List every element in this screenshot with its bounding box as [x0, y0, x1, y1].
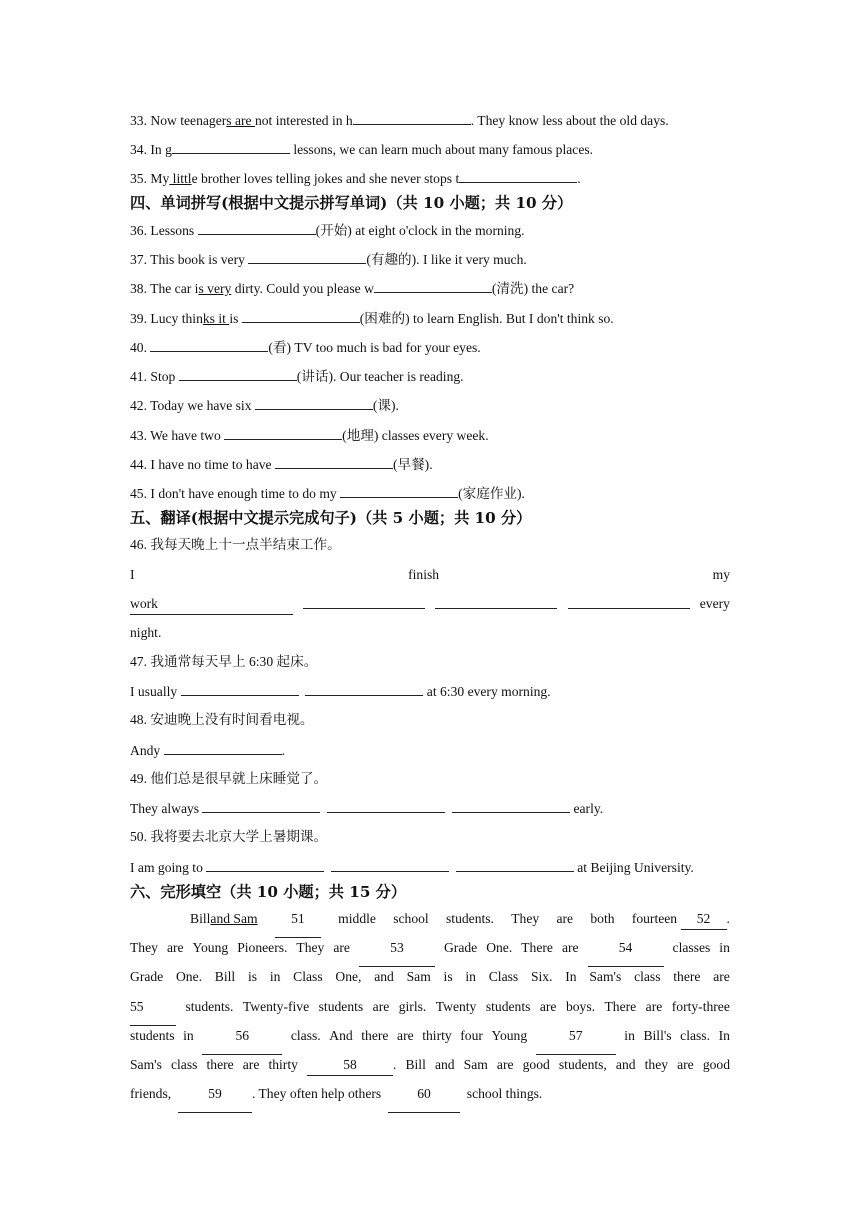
cloze-word: Pioneers. [237, 940, 288, 956]
cloze-word: class [634, 969, 661, 985]
cloze-word: thirty [422, 1027, 452, 1043]
cloze-row [130, 997, 730, 1026]
cloze-gap-59[interactable] [178, 1084, 252, 1113]
q48-answer-line [130, 740, 730, 761]
q45-text-start: 45. I don't have enough time to do my [130, 486, 341, 501]
cloze-word: One, [335, 969, 362, 985]
cloze-word: there [673, 969, 701, 985]
cloze-word: classes [672, 940, 711, 956]
cloze-word: there [206, 1056, 234, 1072]
q40-text-start: 40. [130, 340, 151, 355]
gap-number: 55 [130, 998, 144, 1014]
cloze-word: Twenty-five [242, 998, 310, 1014]
cloze-word: are [713, 969, 730, 985]
q33-underlined: s are [226, 113, 255, 128]
q34-text-start: 34. In g [130, 142, 172, 157]
question-34 [130, 139, 730, 160]
cloze-word: They [511, 911, 540, 926]
q46-word-i: I [130, 567, 135, 582]
question-36 [130, 220, 730, 241]
section-4-heading: 四、单词拼写(根据中文提示拼写单词)（共 10 小题；共 10 分） [130, 194, 573, 212]
q49-chinese: 49. 他们总是很早就上床睡觉了。 [130, 771, 328, 786]
cloze-word: in [183, 1027, 194, 1043]
cloze-word: in [269, 969, 281, 985]
cloze-word: are [166, 940, 184, 956]
cloze-word: in [465, 969, 476, 985]
cloze-word: is [443, 969, 453, 985]
cloze-word [190, 909, 258, 938]
cloze-word-text: Bill [190, 911, 211, 926]
gap-number: 51 [291, 911, 305, 926]
q35-underlined: littl [169, 171, 192, 186]
cloze-word: good [702, 1056, 730, 1072]
cloze-word: students. [185, 998, 234, 1014]
cloze-gap-52[interactable] [681, 909, 727, 930]
cloze-word: are [242, 1056, 260, 1072]
cloze-word: and [434, 1056, 455, 1072]
cloze-word: Bill's [643, 1027, 672, 1043]
q44-blank[interactable] [275, 454, 393, 469]
cloze-word: middle [338, 911, 376, 926]
cloze-word: in [624, 1027, 635, 1043]
cloze-word: boys. [565, 998, 596, 1014]
gap-number: 57 [568, 1027, 583, 1043]
cloze-word: friends, [130, 1086, 172, 1102]
q36-blank[interactable] [198, 220, 316, 235]
cloze-word: Grade [130, 969, 164, 985]
cloze-word: Class [293, 969, 323, 985]
q39-text-end: (困难的) to learn English. But I don't think so. [359, 311, 614, 326]
cloze-word: Twenty [435, 998, 477, 1014]
cloze-punct: . [726, 911, 730, 926]
cloze-word: One. [486, 940, 513, 956]
q47-text-end: at 6:30 every morning. [423, 684, 551, 699]
cloze-word: Sam's [130, 1056, 162, 1072]
q38-text-start: 38. The car i [130, 281, 199, 296]
q50-blank-2[interactable] [331, 857, 449, 872]
gap-number: 53 [390, 940, 404, 956]
cloze-gap-54[interactable] [588, 938, 664, 967]
q49-text-start: They always [130, 801, 203, 816]
cloze-word: students. [446, 911, 494, 926]
q39-blank[interactable] [242, 308, 360, 323]
question-44 [130, 454, 730, 475]
q34-text-end: lessons, we can learn much about many famous places. [289, 142, 594, 157]
q46-line-2 [130, 594, 730, 615]
q39-text-mid: is [229, 311, 242, 326]
q46-line-3: night. [130, 625, 162, 640]
gap-number: 52 [696, 911, 711, 926]
q47-blank-2[interactable] [305, 681, 423, 696]
cloze-text: school things. [466, 1086, 543, 1102]
q44-text-end: (早餐). [392, 457, 433, 472]
cloze-word: are [496, 1056, 514, 1072]
cloze-word: girls. [398, 998, 427, 1014]
gap-number: 56 [235, 1027, 250, 1043]
cloze-word: In [565, 969, 577, 985]
cloze-word: Sam's [589, 969, 622, 985]
q33-text-start: 33. Now teenager [130, 113, 227, 128]
q38-blank[interactable] [374, 278, 492, 293]
q45-text-end: (家庭作业). [458, 486, 525, 501]
q39-text-start: 39. Lucy thin [130, 311, 203, 326]
q38-text-mid: dirty. Could you please w [231, 281, 374, 296]
q40-text-end: (看) TV too much is bad for your eyes. [268, 340, 481, 355]
cloze-word: There [521, 940, 553, 956]
cloze-word: and [374, 969, 394, 985]
cloze-word: forty-three [671, 998, 730, 1014]
cloze-word: And [329, 1027, 353, 1043]
q47-text-start: I usually [130, 684, 181, 699]
cloze-word [632, 909, 730, 938]
q36-text-end: (开始) at eight o'clock in the morning. [315, 223, 525, 238]
q40-blank[interactable] [150, 337, 268, 352]
cloze-word: is [247, 969, 258, 985]
cloze-word: Six. [530, 969, 553, 985]
cloze-row [130, 967, 730, 996]
question-35 [130, 168, 730, 189]
cloze-word: in [719, 940, 730, 956]
cloze-word: good [522, 1056, 550, 1072]
cloze-word: both [590, 911, 615, 926]
q47-answer-line [130, 681, 730, 702]
cloze-word: In [718, 1027, 730, 1043]
q50-blank-3[interactable] [456, 857, 574, 872]
q37-blank[interactable] [248, 249, 366, 264]
q50-answer-line [130, 857, 730, 878]
cloze-word: students, [558, 1056, 607, 1072]
cloze-word: are [539, 998, 557, 1014]
question-39 [130, 308, 730, 329]
question-33 [130, 110, 730, 131]
q45-blank[interactable] [340, 483, 458, 498]
q33-text-mid: not interested in h [254, 113, 353, 128]
cloze-word: Young [192, 940, 229, 956]
q42-text-start: 42. Today we have six [130, 398, 255, 413]
q42-blank[interactable] [255, 395, 373, 410]
cloze-word: Sam [463, 1056, 488, 1072]
cloze-word: Bill [405, 1056, 426, 1072]
q50-blank-1[interactable] [206, 857, 324, 872]
cloze-word: thirty [268, 1056, 298, 1072]
cloze-word: students [485, 998, 531, 1014]
q41-text-end: (讲话). Our teacher is reading. [296, 369, 464, 384]
cloze-gap-55[interactable] [130, 997, 176, 1026]
question-38 [130, 278, 730, 299]
cloze-word: are [645, 998, 663, 1014]
q48-chinese: 48. 安迪晚上没有时间看电视。 [130, 712, 314, 727]
cloze-punct: . [392, 1056, 397, 1072]
cloze-gap-60[interactable] [388, 1084, 460, 1113]
cloze-word: Grade [443, 940, 478, 956]
question-45 [130, 483, 730, 504]
q46-blank-3[interactable] [435, 594, 557, 609]
q38-text-end: (清洗) the car? [491, 281, 575, 296]
q46-word-work: work [130, 596, 158, 611]
q35-text-mid: e brother loves telling jokes and she never stops t [191, 171, 460, 186]
q46-chinese: 46. 我每天晚上十一点半结束工作。 [130, 537, 341, 552]
q46-word-finish: finish [408, 567, 440, 582]
cloze-gap-53[interactable] [359, 938, 435, 967]
cloze-row [130, 1055, 730, 1084]
q43-text-start: 43. We have two [130, 428, 225, 443]
q35-blank[interactable] [459, 168, 577, 183]
q41-blank[interactable] [179, 366, 297, 381]
cloze-word: are [397, 1027, 414, 1043]
cloze-word: Sam [406, 969, 431, 985]
cloze-gap-57[interactable] [536, 1026, 616, 1055]
q49-blank-2[interactable] [327, 798, 445, 813]
q44-text-start: 44. I have no time to have [130, 457, 275, 472]
q50-text-start: I am going to [130, 860, 207, 875]
cloze-word: are [556, 911, 574, 926]
q35-text-start: 35. My [130, 171, 170, 186]
q49-blank-1[interactable] [202, 798, 320, 813]
q48-text-start: Andy [130, 743, 164, 758]
q38-underlined: s very [198, 281, 232, 296]
q37-text-end: (有趣的). I like it very much. [366, 252, 527, 267]
section-5-heading: 五、翻译(根据中文提示完成句子)（共 5 小题；共 10 分） [130, 509, 532, 527]
cloze-word: school [393, 911, 429, 926]
q46-word-every: every [699, 596, 730, 611]
q49-text-end: early. [570, 801, 604, 816]
section-6-heading: 六、完形填空（共 10 小题；共 15 分） [130, 883, 407, 901]
cloze-text: . They often help others [251, 1086, 382, 1102]
q43-blank[interactable] [224, 425, 342, 440]
q42-text-end: (课). [372, 398, 399, 413]
cloze-word: class. [680, 1027, 710, 1043]
q50-text-end: at Beijing University. [573, 860, 694, 875]
q49-blank-3[interactable] [452, 798, 570, 813]
q35-text-end: . [577, 171, 581, 186]
cloze-word: Class [488, 969, 519, 985]
q39-underlined: ks it [202, 311, 230, 326]
cloze-word [307, 1055, 396, 1084]
gap-number: 59 [208, 1086, 222, 1102]
q33-text-end: . They know less about the old days. [470, 113, 669, 128]
cloze-word: four [460, 1027, 483, 1043]
cloze-word-text: fourteen [631, 911, 678, 926]
q46-blank-1[interactable] [130, 594, 293, 615]
cloze-gap-56[interactable] [202, 1026, 282, 1055]
q50-chinese: 50. 我将要去北京大学上暑期课。 [130, 829, 328, 844]
q37-text-start: 37. This book is very [130, 252, 249, 267]
q48-text-end: . [281, 743, 286, 758]
cloze-word: they [644, 1056, 669, 1072]
cloze-row [130, 1084, 730, 1113]
cloze-word: Bill [214, 969, 236, 985]
cloze-word: are [333, 940, 350, 956]
q49-answer-line [130, 798, 730, 819]
cloze-word: One. [175, 969, 203, 985]
gap-number: 54 [618, 940, 633, 956]
cloze-row [130, 909, 730, 938]
cloze-word-underlined: and Sam [210, 911, 258, 926]
q48-blank[interactable] [164, 740, 282, 755]
q41-text-start: 41. Stop [130, 369, 179, 384]
question-37 [130, 249, 730, 270]
cloze-word: class [171, 1056, 198, 1072]
cloze-passage [130, 909, 730, 1113]
cloze-word: They [130, 940, 158, 956]
q33-blank[interactable] [353, 110, 471, 125]
q47-blank-1[interactable] [181, 681, 299, 696]
gap-number: 58 [343, 1056, 357, 1072]
cloze-word: Young [491, 1027, 528, 1043]
cloze-word: there [361, 1027, 389, 1043]
gap-number: 60 [417, 1086, 431, 1102]
q46-blank-4[interactable] [568, 594, 690, 609]
cloze-row [130, 1026, 730, 1055]
q46-word-my: my [712, 567, 730, 582]
cloze-word: and [615, 1056, 636, 1072]
question-43 [130, 425, 730, 446]
cloze-gap-58[interactable] [307, 1055, 393, 1076]
q43-text-end: (地理) classes every week. [342, 428, 489, 443]
cloze-word: students [318, 998, 364, 1014]
q47-chinese: 47. 我通常每天早上 6:30 起床。 [130, 654, 318, 669]
cloze-word: are [372, 998, 390, 1014]
cloze-word: are [561, 940, 579, 956]
q46-line-1 [130, 565, 730, 585]
cloze-word: class. [290, 1027, 321, 1043]
q34-blank[interactable] [172, 139, 290, 154]
cloze-word: There [604, 998, 637, 1014]
cloze-row [130, 938, 730, 967]
question-42 [130, 395, 730, 416]
question-40 [130, 337, 730, 358]
q36-text-start: 36. Lessons [130, 223, 198, 238]
question-41 [130, 366, 730, 387]
cloze-word: are [677, 1056, 694, 1072]
cloze-word: students [130, 1027, 175, 1043]
q46-blank-2[interactable] [303, 594, 425, 609]
cloze-word: They [296, 940, 325, 956]
cloze-gap-51[interactable] [275, 909, 321, 938]
